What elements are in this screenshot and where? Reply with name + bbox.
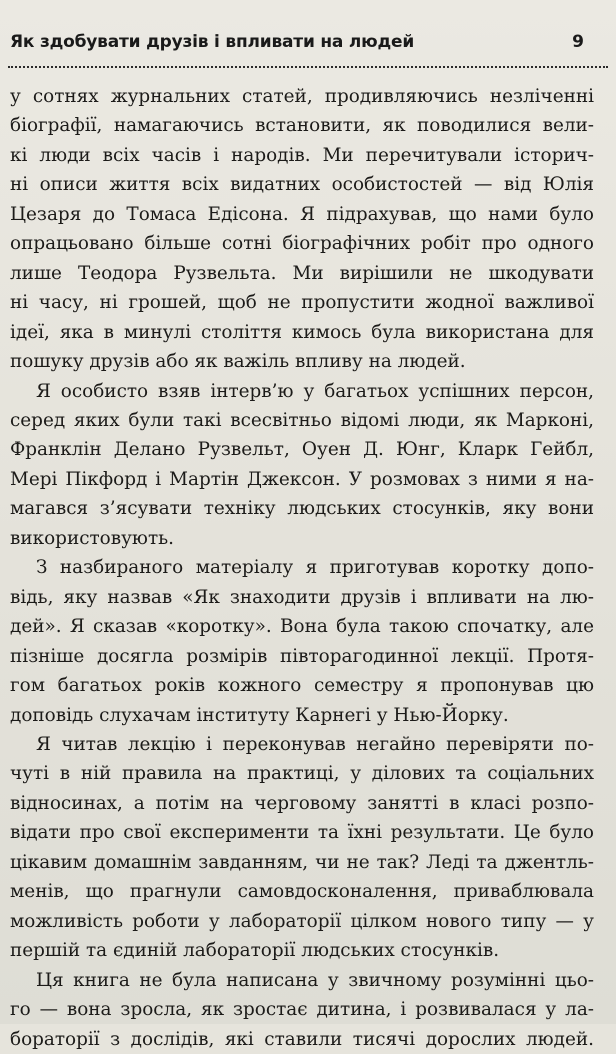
text-line: гом багатьох років кожного семестру я пропонував цю <box>10 675 594 697</box>
text-line: відносинах, а потім на черговому занятті в класі розпо- <box>10 792 594 814</box>
text-line: серед яких були такі всесвітньо відомі люди, як Марконі, <box>10 409 594 431</box>
text-line: відати про свої експерименти та їхні результати. Це було <box>10 822 594 844</box>
body-text <box>10 82 594 1054</box>
text-line: можливість роботи у лабораторії цілком нового типу — у <box>10 910 594 932</box>
text-line: ні описи життя всіх видатних особистостей — від Юлія <box>10 174 594 196</box>
text-line: пізніше досягла розмірів півторагодинної лекції. Протя- <box>10 645 594 667</box>
text-line: опрацьовано більше сотні біографічних робіт про одного <box>10 233 594 255</box>
book-title: Як здобувати друзів і впливати на людей <box>10 32 415 52</box>
text-line: чуті в ній правила на практиці, у ділових та соціальних <box>10 763 594 785</box>
text-line: бораторії з дослідів, які ставили тисячі дорослих людей. <box>10 1028 594 1050</box>
text-line: лише Теодора Рузвельта. Ми вирішили не шкодувати <box>10 262 594 284</box>
text-line: пошуку друзів або як важіль впливу на людей. <box>10 351 466 373</box>
text-line: З назбираного матеріалу я приготував коротку допо- <box>36 557 594 579</box>
text-line: відь, яку назвав «Як знаходити друзів і впливати на лю- <box>10 586 594 608</box>
text-line: біографії, намагаючись встановити, як поводилися вели- <box>10 115 594 137</box>
page-number: 9 <box>572 32 584 52</box>
text-line: у сотнях журнальних статей, продивляючись незліченні <box>10 86 594 107</box>
text-line: Я особисто взяв інтерв’ю у багатьох успішних персон, <box>36 380 594 402</box>
text-line: дей». Я сказав «коротку». Вона була такою спочатку, але <box>10 616 594 638</box>
text-line: Франклін Делано Рузвельт, Оуен Д. Юнг, Кларк Гейбл, <box>10 439 594 461</box>
text-line: цікавим домашнім завданням, чи не так? Леді та джентль- <box>10 851 594 873</box>
text-line: ні часу, ні грошей, щоб не пропустити жодної важливої <box>10 292 594 314</box>
text-line: магався з’ясувати техніку людських стосунків, яку вони <box>10 498 594 520</box>
text-line: Цезаря до Томаса Едісона. Я підрахував, що нами було <box>10 203 594 225</box>
text-line: Ця книга не була написана у звичному розумінні цьо- <box>36 969 594 991</box>
text-line: доповідь слухачам інституту Карнегі у Нью-Йорку. <box>10 704 509 726</box>
header-dotted-rule <box>8 66 608 68</box>
text-line: Я читав лекцію і переконував негайно перевіряти по- <box>36 733 594 755</box>
text-line: першій та єдиній лабораторії людських стосунків. <box>10 940 500 962</box>
text-line: використовують. <box>10 527 174 549</box>
text-line: кі люди всіх часів і народів. Ми перечитували історич- <box>10 144 594 166</box>
text-line: го — вона зросла, як зростає дитина, і розвивалася у ла- <box>10 999 594 1021</box>
text-line: ідеї, яка в минулі століття кимось була використана для <box>10 321 594 343</box>
text-line: Мері Пікфорд і Мартін Джексон. У розмовах з ними я на- <box>10 468 594 490</box>
running-header <box>10 32 584 62</box>
text-line: менів, що прагнули самовдосконалення, приваблювала <box>10 881 594 903</box>
